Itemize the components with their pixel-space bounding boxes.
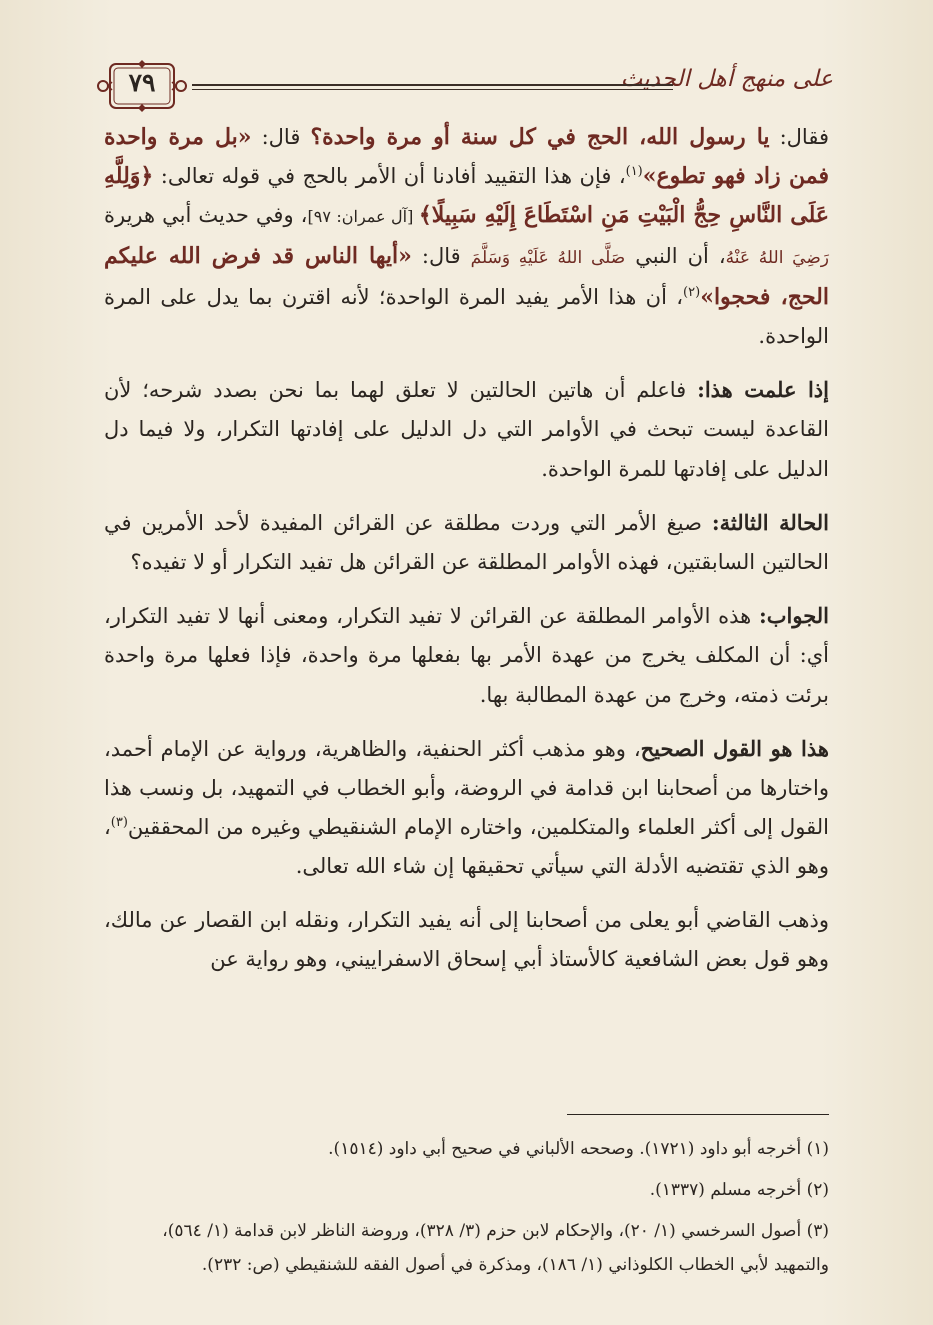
text-span: وذهب القاضي أبو يعلى من أصحابنا إلى أنه يفيد التكرار، ونقله ابن القصار عن مالك، وهو قول بعض الشافعية كالأستاذ أبي إسحاق الاسفراييني، وهو رواية عن (104, 907, 829, 971)
paragraph-lead: الجواب: (759, 603, 829, 629)
paragraph-2 (104, 370, 829, 489)
text-span: ، أن هذا الأمر يفيد المرة الواحدة؛ لأنه اقترن بما يدل على المرة الواحدة. (104, 284, 829, 349)
running-title: على منهج أهل الحديث (620, 66, 833, 92)
text-span: صيغ الأمر التي وردت مطلقة عن القرائن المفيدة لأحد الأمرين في الحالتين السابقتين، فهذه الأوامر المطلقة عن القرائن هل تفيد التكرار أو لا تفيده؟ (104, 510, 829, 575)
footnotes (104, 1132, 829, 1289)
footnote-marker: (٢) (683, 284, 701, 300)
footnote-3: (٣) أصول السرخسي (١/ ٢٠)، والإحكام لابن حزم (٣/ ٣٢٨)، وروضة الناظر لابن قدامة (١/ ٥٦٤)، والتمهيد لأبي الخطاب الكلوذاني (١/ ١٨٦)، ومذكرة في أصول الفقه للشنقيطي (ص: ٢٣٢). (162, 1221, 829, 1275)
hadith-quote: يا رسول الله، الحج في كل سنة أو مرة واحدة؟ (310, 124, 770, 150)
footnote-marker: (١) (625, 164, 643, 180)
text-span: ، فإن هذا التقييد أفادنا أن الأمر بالحج في قوله تعالى: (153, 164, 626, 189)
text-span: ، وهو مذهب أكثر الحنفية، والظاهرية، ورواية عن الإمام أحمد، واختارها من أصحابنا ابن قدامة في الروضة، وأبو الخطاب في التمهيد، بل ونسب هذا القول إلى أكثر العلماء والمتكلمين، واختاره الإمام الشنقيطي وغيره من المحققين (104, 736, 829, 840)
hadith-quote: «أيها الناس قد فرض الله عليكم الحج، فحجوا» (104, 242, 829, 310)
footnote-rule (567, 1114, 829, 1115)
paragraph-6 (104, 901, 829, 979)
paragraph-lead: إذا علمت هذا: (697, 377, 829, 403)
text-span: ، أن النبي (625, 243, 726, 268)
text-span: ، وهو الذي تقتضيه الأدلة التي سيأتي تحقيقها إن شاء الله تعالى. (104, 815, 829, 879)
paragraph-5 (104, 729, 829, 887)
text-span: قال: (411, 243, 471, 268)
page-number: ٧٩ (128, 68, 156, 97)
text-span: ، وفي حديث أبي هريرة (104, 203, 308, 228)
header-rule-thin (192, 89, 673, 90)
paragraph-4 (104, 596, 829, 715)
honorific: صَلَّى اللهُ عَلَيْهِ وَسَلَّمَ (470, 247, 626, 268)
footnote-1: (١) أخرجه أبو داود (١٧٢١). وصححه الألباني في صحيح أبي داود (١٥١٤). (328, 1139, 829, 1159)
hadith-quote: «بل مرة واحدة فمن زاد فهو تطوع» (104, 124, 829, 190)
paragraph-3 (104, 503, 829, 582)
text-span: فاعلم أن هاتين الحالتين لا تعلق لهما بما نحن بصدد شرحه؛ لأن القاعدة ليست تبحث في الأوامر التي دل الدليل على إفادتها التكرار، ولا فيما دل الدليل على إفادتها للمرة الواحدة. (104, 378, 829, 481)
text-span: قال: (251, 125, 311, 149)
text-span: هذه الأوامر المطلقة عن القرائن لا تفيد التكرار، ومعنى أنها لا تفيد التكرار، أي: أن المكلف يخرج من عهدة الأمر بها بفعلها مرة واحدة، فإذا فعلها مرة واحدة برئت ذمته، وخرج من عهدة المطالبة بها. (104, 604, 829, 707)
text-span: فقال: (769, 125, 829, 149)
footnote-2: (٢) أخرجه مسلم (١٣٣٧). (649, 1180, 829, 1200)
quran-verse: ﴿وَلِلَّهِ عَلَى النَّاسِ حِجُّ الْبَيْتِ مَنِ اسْتَطَاعَ إِلَيْهِ سَبِيلًا﴾ (104, 163, 830, 229)
header-rule (192, 84, 673, 86)
paragraph-lead: هذا هو القول الصحيح (640, 735, 829, 761)
honorific: رَضِيَ اللهُ عَنْهُ (725, 247, 829, 268)
verse-reference: [آل عمران: ٩٧] (307, 207, 419, 227)
main-text (104, 118, 829, 993)
footnote-marker: (٣) (110, 815, 128, 831)
paragraph-lead: الحالة الثالثة: (711, 509, 829, 535)
paragraph-1 (104, 118, 829, 356)
